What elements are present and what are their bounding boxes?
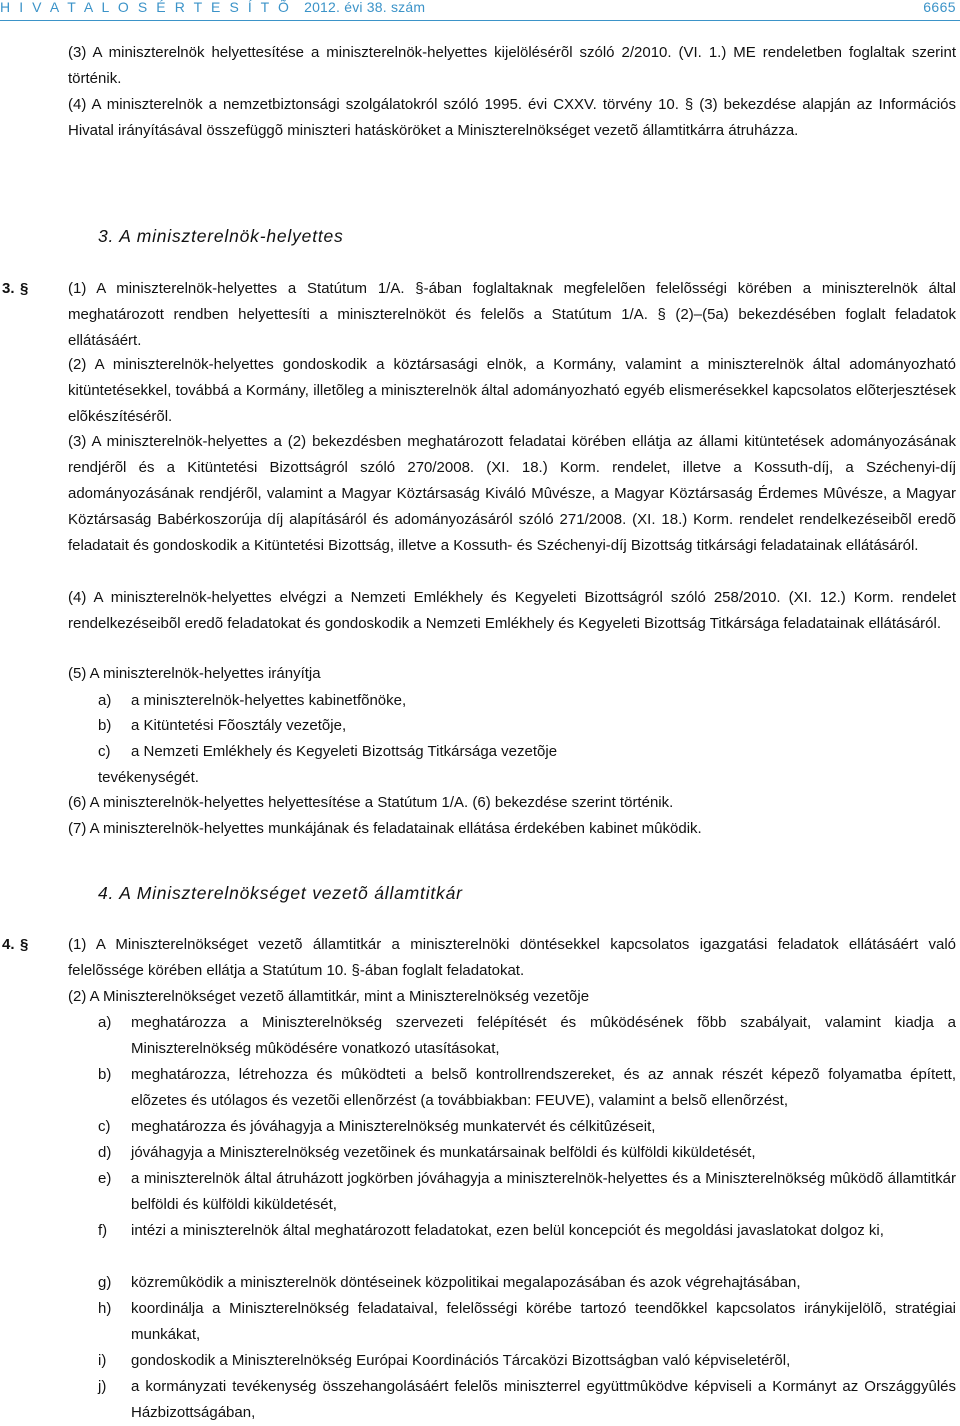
- section-3-paragraph-1: (1) A miniszterelnök-helyettes a Statútum 1/A. §-ában foglaltaknak megfelelõen felelõsségi körében a miniszterelnök által meghatározott rendben helyettesíti a miniszterelnököt és felelõs a Statútum 1/A. § (2)–(5a) bekezdésében foglalt feladatok ellátásáért.: [68, 280, 956, 349]
- list-label: d): [98, 1144, 112, 1161]
- intro-paragraph-3: (3) A miniszterelnök helyettesítése a miniszterelnök-helyettes kijelölésérõl szóló 2/2010. (VI. 1.) ME rendeletben foglaltak szerint történik.: [68, 44, 956, 87]
- list-item: intézi a miniszterelnök által meghatározott feladatokat, ezen belül koncepciót és megoldási javaslatokat dolgoz ki,: [131, 1222, 884, 1239]
- list-item: a kormányzati tevékenység összehangolásáért felelõs miniszterrel együttmûködve képviseli a Kormányt az Országgyûlés Házbizottságában,: [131, 1378, 956, 1421]
- section-4-sign: §: [20, 936, 29, 953]
- running-header: [0, 0, 960, 20]
- list-label: j): [98, 1378, 107, 1395]
- section-3-paragraph-5-tail: tevékenységét.: [98, 769, 199, 786]
- section-3-paragraph-2: (2) A miniszterelnök-helyettes gondoskodik a köztársasági elnök, a Kormány, valamint a miniszterelnök által adományozható kitüntetésekkel, továbbá a Kormány, illetõleg a miniszterelnök által adományozható egyéb elismerésekkel kapcsolatos elõterjesztések elõkészítésérõl.: [68, 356, 956, 425]
- list-label: h): [98, 1300, 112, 1317]
- section-3-paragraph-7: (7) A miniszterelnök-helyettes munkájának és feladatainak ellátása érdekében kabinet mûködik.: [68, 820, 702, 837]
- section-4-number: 4.: [2, 936, 15, 953]
- list-item: meghatározza, létrehozza és mûködteti a belsõ kontrollrendszereket, és az annak részét képezõ folyamatba épített, elõzetes és utólagos és vezetõi ellenõrzést (a továbbiakban: FEUVE), valamint a belsõ ellenõrzést,: [131, 1066, 956, 1109]
- list-item: meghatározza és jóváhagyja a Miniszterelnökség munkatervét és célkitûzéseit,: [131, 1118, 656, 1135]
- section-4-paragraph-2: (2) A Miniszterelnökséget vezetõ államtitkár, mint a Miniszterelnökség vezetõje: [68, 988, 590, 1005]
- section-3-sign: §: [20, 280, 29, 297]
- intro-paragraph-4: (4) A miniszterelnök a nemzetbiztonsági szolgálatokról szóló 1995. évi CXXV. törvény 10. § (3) bekezdése alapján az Információs Hivatal irányításával összefüggõ miniszteri hatásköröket a Miniszterelnökséget vezetõ államtitkárra átruházza.: [68, 96, 956, 139]
- list-item: a miniszterelnök-helyettes kabinetfõnöke,: [131, 692, 407, 709]
- list-item: a Nemzeti Emlékhely és Kegyeleti Bizottság Titkársága vezetõje: [131, 743, 558, 760]
- list-label: g): [98, 1274, 112, 1291]
- section-3-heading: 3. A miniszterelnök-helyettes: [98, 226, 344, 246]
- journal-title: [0, 0, 425, 14]
- section-4-paragraph-1: (1) A Miniszterelnökséget vezetõ államtitkár a miniszterelnöki döntésekkel kapcsolatos igazgatási feladatok ellátásáért való felelõssége körében ellátja a Statútum 10. §-ában foglalt feladatokat.: [68, 936, 956, 979]
- list-item: gondoskodik a Miniszterelnökség Európai Koordinációs Tárcaközi Bizottságban való képviseletérõl,: [131, 1352, 791, 1369]
- list-label: b): [98, 1066, 112, 1083]
- list-label: a): [98, 692, 112, 709]
- list-label: f): [98, 1222, 108, 1239]
- list-item: a miniszterelnök által átruházott jogkörben jóváhagyja a miniszterelnök-helyettes és a Miniszterelnökség mûködõ államtitkár belföldi és külföldi kiküldetését,: [131, 1170, 956, 1213]
- section-3-paragraph-6: (6) A miniszterelnök-helyettes helyettesítése a Statútum 1/A. (6) bekezdése szerint történik.: [68, 794, 674, 811]
- list-item: koordinálja a Miniszterelnökség feladataival, felelõsségi körébe tartozó teendõkkel kapcsolatos iránykijelölõ, stratégiai munkákat,: [131, 1300, 956, 1343]
- list-label: i): [98, 1352, 107, 1369]
- header-rule: [0, 20, 960, 21]
- list-label: b): [98, 717, 112, 734]
- list-label: a): [98, 1014, 112, 1031]
- section-3-number: 3.: [2, 280, 15, 297]
- list-item: közremûködik a miniszterelnök döntéseinek közpolitikai megalapozásában és azok végrehajtásában,: [131, 1274, 801, 1291]
- page-number: 6665: [923, 0, 956, 15]
- issue-label: 2012. évi 38. szám: [304, 0, 426, 15]
- list-item: a Kitüntetési Fõosztály vezetõje,: [131, 717, 347, 734]
- section-4-heading: 4. A Miniszterelnökséget vezetõ államtitkár: [98, 883, 463, 903]
- section-3-paragraph-5: (5) A miniszterelnök-helyettes irányítja: [68, 665, 321, 682]
- list-label: c): [98, 1118, 111, 1135]
- section-3-paragraph-4: (4) A miniszterelnök-helyettes elvégzi a Nemzeti Emlékhely és Kegyeleti Bizottságról szóló 258/2010. (XI. 12.) Korm. rendelet rendelkezéseibõl eredõ feladatokat és gondoskodik a Nemzeti Emlékhely és Kegyeleti Bizottság Titkársága feladatainak ellátásáról.: [68, 589, 956, 632]
- list-item: meghatározza a Miniszterelnökség szervezeti felépítését és mûködésének fõbb szabályait, valamint kiadja a Miniszterelnökség mûködésére vonatkozó utasításokat,: [131, 1014, 956, 1057]
- list-label: e): [98, 1170, 112, 1187]
- list-label: c): [98, 743, 111, 760]
- section-3-paragraph-3: (3) A miniszterelnök-helyettes a (2) bekezdésben meghatározott feladatai körében ellátja az állami kitüntetések adományozásának rendjérõl és a Kitüntetési Bizottságról szóló 270/2008. (XI. 18.) Korm. rendelet, illetve a Kossuth-díj, a Széchenyi-díj adományozásának rendjérõl, valamint a Magyar Köztársaság Kiváló Mûvésze, a Magyar Köztársaság Érdemes Mûvésze, a Magyar Köztársaság Babérkoszorúja díj alapításáról és adományozásáról szóló 271/2008. (XI. 18.) Korm. rendelet rendelkezéseibõl eredõ feladatait és gondoskodik a Kitüntetési Bizottság, illetve a Kossuth- és Széchenyi-díj Bizottság titkársági feladatainak ellátásáról.: [68, 433, 956, 554]
- journal-name: H I V A T A L O S É R T E S Í T Õ: [0, 0, 292, 15]
- list-item: jóváhagyja a Miniszterelnökség vezetõinek és munkatársainak belföldi és külföldi kiküldetését,: [131, 1144, 756, 1161]
